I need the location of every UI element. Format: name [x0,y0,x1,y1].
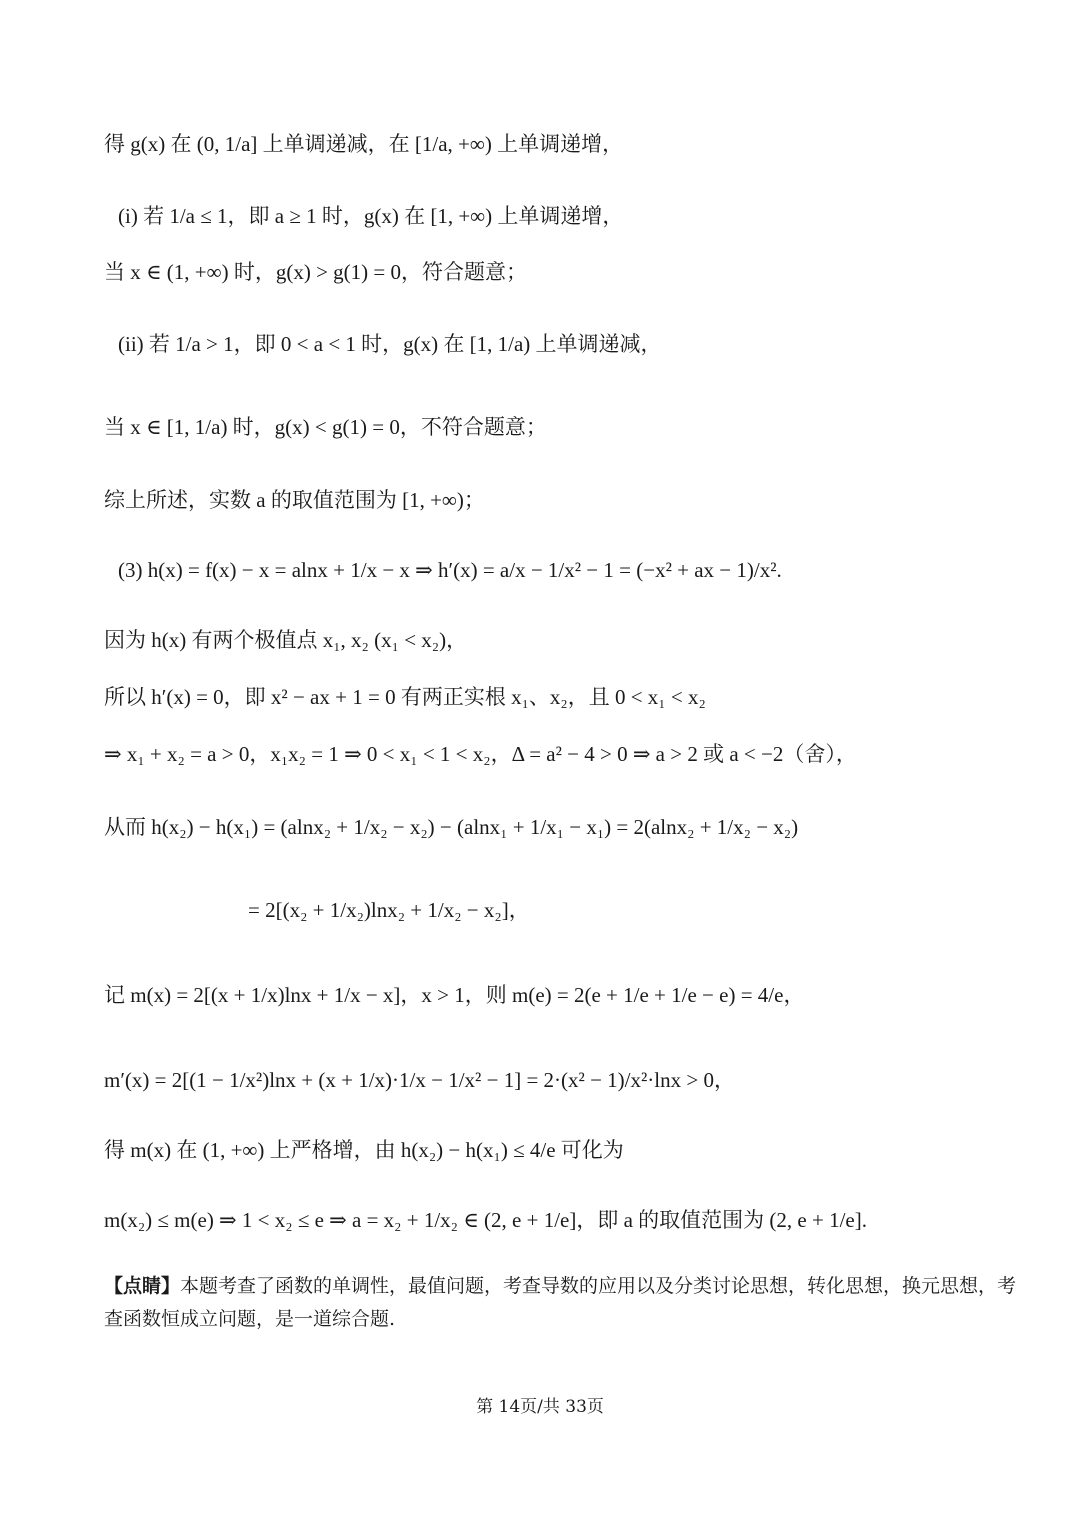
solution-line-15: 得 m(x) 在 (1, +∞) 上严格增，由 h(x₂) − h(x₁) ≤ 4/e 可化为 [104,1138,624,1162]
comment-tag: 【点睛】 [104,1275,181,1297]
solution-line-2: (i) 若 1/a ≤ 1，即 a ≥ 1 时，g(x) 在 [1, +∞) 上单调递增， [118,204,624,228]
solution-line-3: 当 x ∈ (1, +∞) 时，g(x) > g(1) = 0，符合题意； [104,260,528,284]
page-footer: 第 14页/共 33页 [476,1397,604,1417]
solution-line-4: (ii) 若 1/a > 1，即 0 < a < 1 时，g(x) 在 [1, 1/a) 上单调递减， [118,332,662,356]
comment-text: 本题考查了函数的单调性，最值问题，考查导数的应用以及分类讨论思想，转化思想，换元思想，考查函数恒成立问题，是一道综合题. [104,1275,1017,1331]
solution-line-5: 当 x ∈ [1, 1/a) 时，g(x) < g(1) = 0，不符合题意； [104,415,547,439]
solution-line-11: 从而 h(x₂) − h(x₁) = (alnx₂ + 1/x₂ − x₂) − (alnx₁ + 1/x₁ − x₁) = 2(alnx₂ + 1/x₂ − x₂) [104,815,799,839]
solution-line-8: 因为 h(x) 有两个极值点 x₁, x₂ (x₁ < x₂)， [104,628,468,652]
solution-line-6: 综上所述，实数 a 的取值范围为 [1, +∞)； [104,488,485,512]
solution-line-10: ⇒ x₁ + x₂ = a > 0，x₁x₂ = 1 ⇒ 0 < x₁ < 1 < x₂，Δ = a² − 4 > 0 ⇒ a > 2 或 a < −2（舍）， [104,742,857,766]
solution-line-7: (3) h(x) = f(x) − x = alnx + 1/x − x ⇒ h′(x) = a/x − 1/x² − 1 = (−x² + ax − 1)/x². [118,558,782,582]
solution-line-1: 得 g(x) 在 (0, 1/a] 上单调递减，在 [1/a, +∞) 上单调递增， [104,132,624,156]
solution-line-14: m′(x) = 2[(1 − 1/x²)lnx + (x + 1/x)·1/x − 1/x² − 1] = 2·(x² − 1)/x²·lnx > 0， [104,1068,735,1092]
solution-line-12: = 2[(x₂ + 1/x₂)lnx₂ + 1/x₂ − x₂]， [248,898,530,922]
solution-line-9: 所以 h′(x) = 0，即 x² − ax + 1 = 0 有两正实根 x₁、x₂，且 0 < x₁ < x₂ [104,685,706,709]
solution-line-16: m(x₂) ≤ m(e) ⇒ 1 < x₂ ≤ e ⇒ a = x₂ + 1/x₂ ∈ (2, e + 1/e]，即 a 的取值范围为 (2, e + 1/e]. [104,1208,867,1232]
solution-line-13: 记 m(x) = 2[(x + 1/x)lnx + 1/x − x]，x > 1，则 m(e) = 2(e + 1/e + 1/e − e) = 4/e， [104,983,805,1007]
comment-block [104,1270,1020,1337]
